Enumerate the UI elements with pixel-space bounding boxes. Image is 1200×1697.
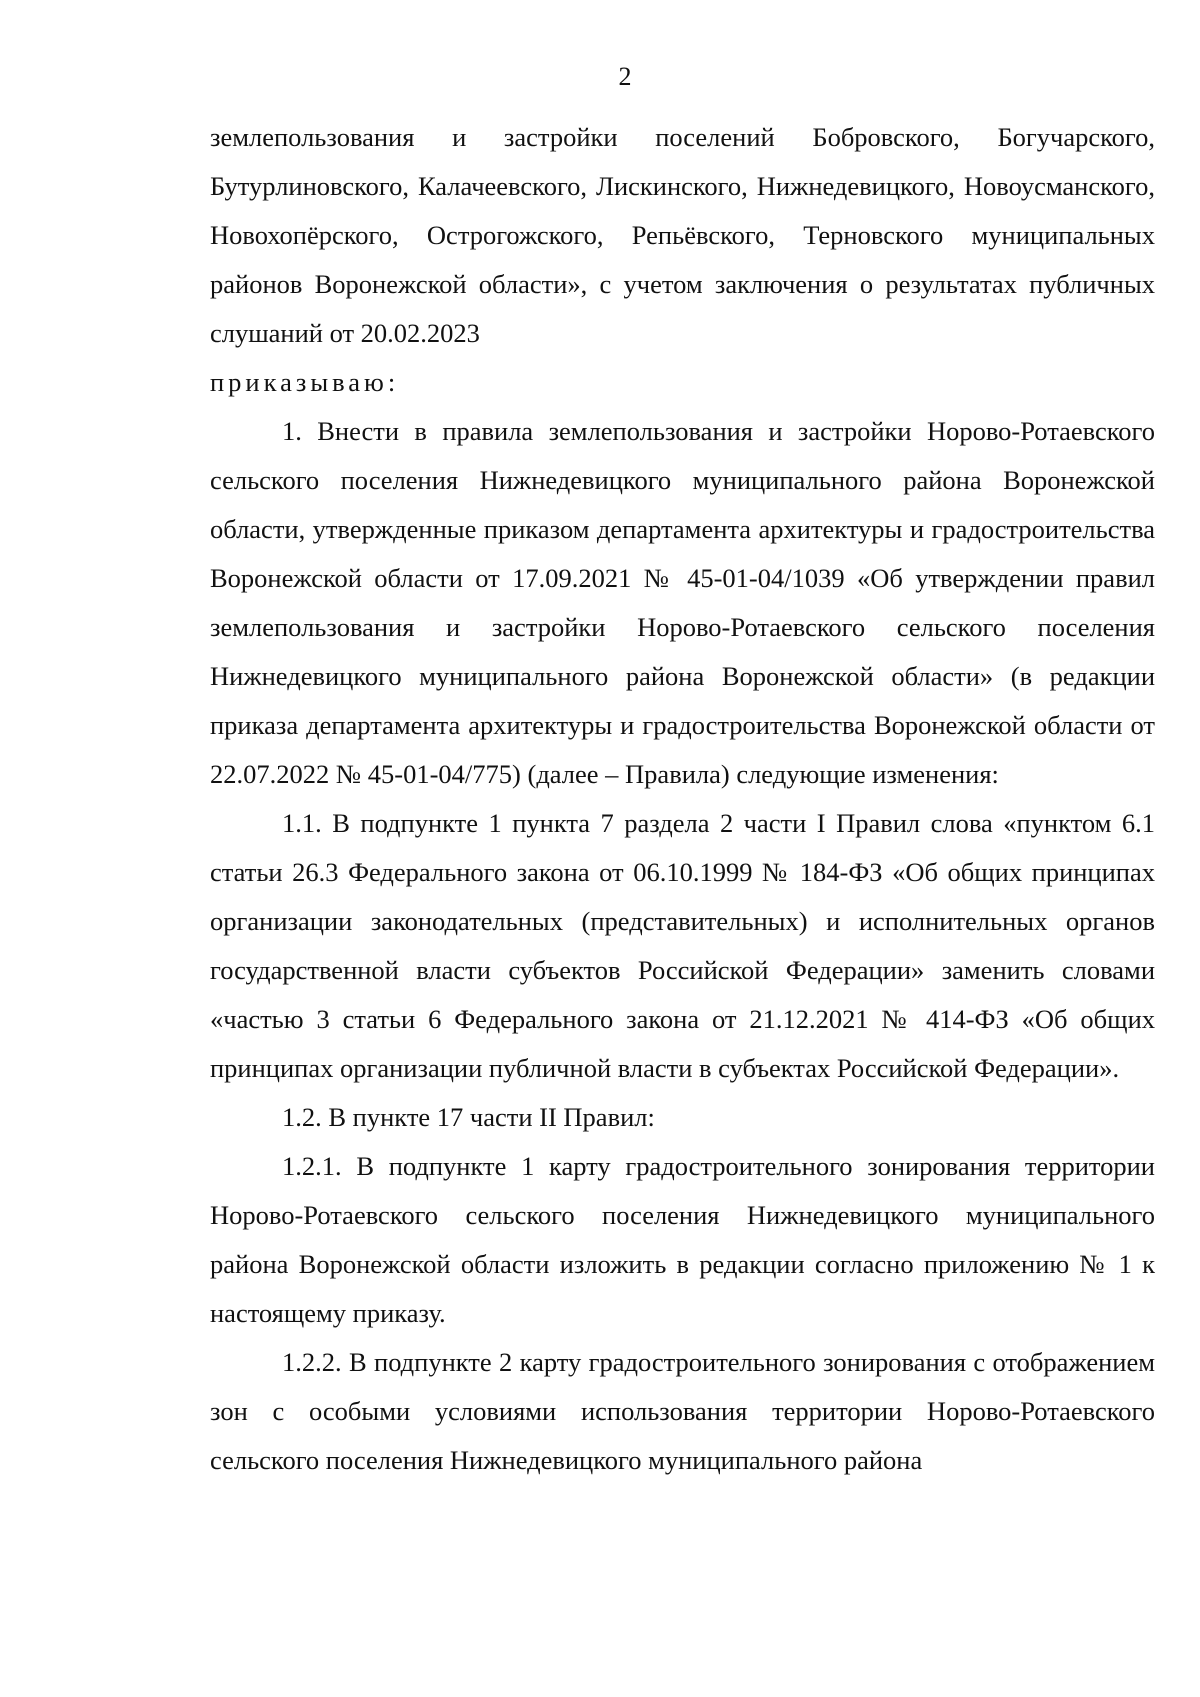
paragraph-intro: землепользования и застройки поселений Бобровского, Богучарского, Бутурлиновского, Калачеевского, Лискинского, Нижнедевицкого, Новоусманского, Новохопёрского, Острогожского, Репьёвского, Терновского муниципальных районов Воронежской области», с учетом заключения о результатах публичных слушаний от 20.02.2023 [210,122,1155,348]
paragraph-order: приказываю: [210,367,400,397]
paragraph-item-1-2: 1.2. В пункте 17 части II Правил: [282,1102,655,1132]
document-body [210,113,1155,1485]
paragraph-item-1-2-1: 1.2.1. В подпункте 1 карту градостроительного зонирования территории Норово-Ротаевского сельского поселения Нижнедевицкого муниципального района Воронежской области изложить в редакции согласно приложению № 1 к настоящему приказу. [210,1151,1155,1328]
paragraph-item-1: 1. Внести в правила землепользования и застройки Норово-Ротаевского сельского поселения Нижнедевицкого муниципального района Воронежской области, утвержденные приказом департамента архитектуры и градостроительства Воронежской области от 17.09.2021 № 45-01-04/1039 «Об утверждении правил землепользования и застройки Норово-Ротаевского сельского поселения Нижнедевицкого муниципального района Воронежской области» (в редакции приказа департамента архитектуры и градостроительства Воронежской области от 22.07.2022 № 45-01-04/775) (далее – Правила) следующие изменения: [210,416,1155,789]
page-number: 2 [618,62,632,91]
paragraph-item-1-2-2: 1.2.2. В подпункте 2 карту градостроительного зонирования с отображением зон с особыми условиями использования территории Норово-Ротаевского сельского поселения Нижнедевицкого муниципального района [210,1347,1155,1475]
paragraph-item-1-1: 1.1. В подпункте 1 пункта 7 раздела 2 части I Правил слова «пунктом 6.1 статьи 26.3 Федерального закона от 06.10.1999 № 184-ФЗ «Об общих принципах организации законодательных (представительных) и исполнительных органов государственной власти субъектов Российской Федерации» заменить словами «частью 3 статьи 6 Федерального закона от 21.12.2021 № 414-ФЗ «Об общих принципах организации публичной власти в субъектах Российской Федерации». [210,808,1155,1083]
